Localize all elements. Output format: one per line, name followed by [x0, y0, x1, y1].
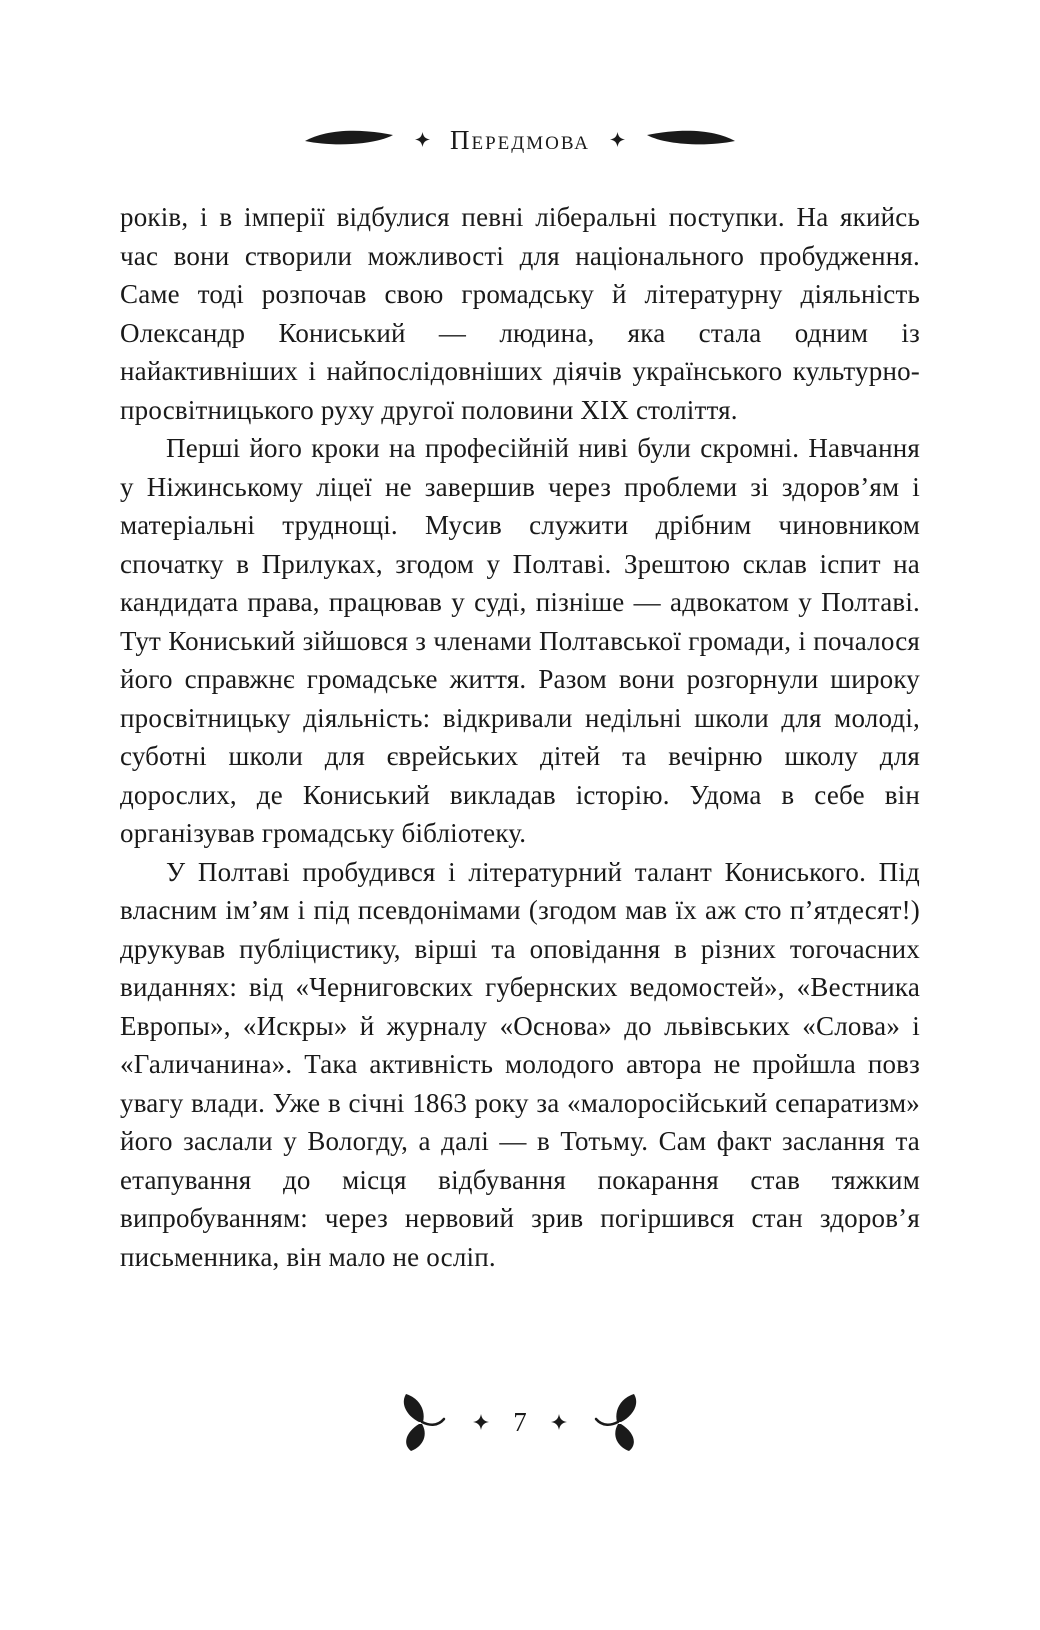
chapter-title: Передмова [449, 124, 591, 155]
leaf-branch-ornament-icon [591, 1392, 655, 1452]
page-body [120, 198, 920, 1276]
page-number: 7 [513, 1406, 527, 1437]
diamond-ornament-icon [473, 1414, 489, 1430]
page-footer [0, 1392, 1040, 1452]
body-paragraph: Перші його кроки на професійній ниві були скромні. Навчання у Ніжинському ліцеї не завершив через проблеми зі здоров’ям і матеріальні труднощі. Мусив служити дрібним чиновником спочатку в Прилуках, згодом у Полтаві. Зрештою склав іспит на кандидата права, працював у суді, пізніше — адвокатом у Полтаві. Тут Кониський зійшовся з членами Полтавської громади, і почалося його справжнє громадське життя. Разом вони розгорнули широку просвітницьку діяльність: відкривали недільні школи для молоді, суботні школи для єврейських дітей та вечірню школу для дорослих, де Кониський викладав історію. Удома в себе він організував громадську бібліотеку. [120, 433, 920, 848]
body-paragraph: років, і в імперії відбулися певні ліберальні поступки. На якийсь час вони створили можливості для національного пробудження. Саме тоді розпочав свою громадську й літературну діяльність Олександр Кониський — людина, яка стала одним із найактивніших і найпослідовніших діячів українського культурно-просвітницького руху другої половини XIX століття. [120, 202, 920, 425]
body-paragraph: У Полтаві пробудився і літературний талант Кониського. Під власним ім’ям і під псевдонімами (згодом мав їх аж сто п’ятдесят!) друкував публіцистику, вірші та оповідання в різних тогочасних виданнях: від «Черниговских губернских ведомостей», «Вестника Европы», «Искры» й журналу «Основа» до львівських «Слова» і «Галичанина». Така активність молодого автора не пройшла повз увагу влади. Уже в січні 1863 року за «малоросійський сепаратизм» його заслали у Вологду, а далі — в Тотьму. Сам факт заслання та етапування до місця відбування покарання став тяжким випробуванням: через нервовий зрив погіршився стан здоров’я письменника, він мало не осліп. [120, 856, 920, 1272]
chapter-header [120, 122, 920, 156]
leaf-ornament-icon [303, 126, 395, 152]
leaf-ornament-icon [645, 126, 737, 152]
diamond-ornament-icon [551, 1414, 567, 1430]
diamond-ornament-icon [415, 132, 430, 147]
leaf-branch-ornament-icon [385, 1392, 449, 1452]
diamond-ornament-icon [610, 132, 625, 147]
